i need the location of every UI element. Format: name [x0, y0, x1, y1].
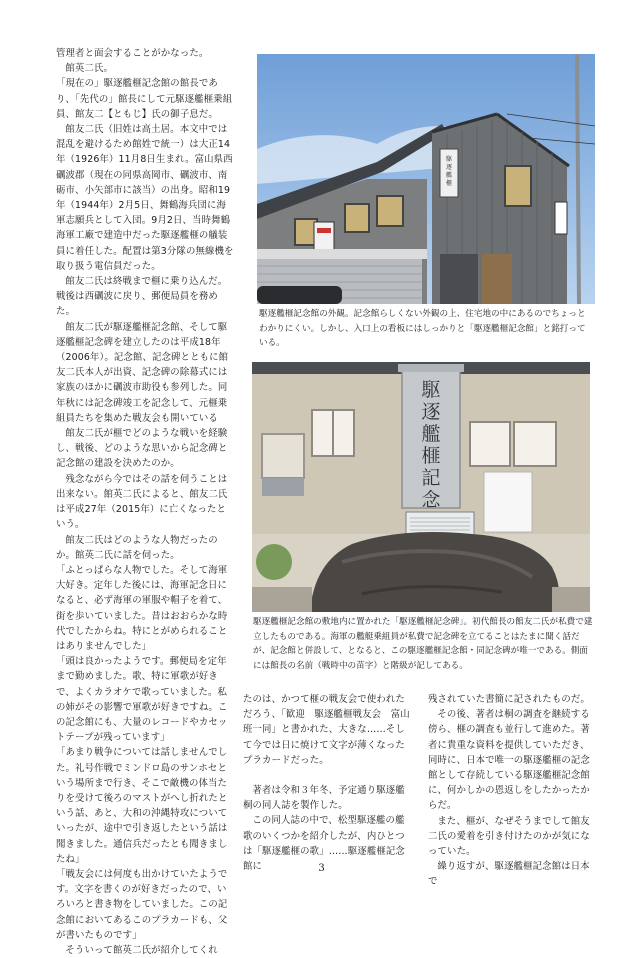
svg-text:榧: 榧: [421, 445, 441, 467]
quote-paragraph: 「頭は良かったようです。郵便局を定年まで勤めました。歌、特に軍歌が好きで、よくカラオケで歌っていました。私の姉がその影響で軍歌が好きですね。この記念館にも、大量のレコードやカセットテープが残っています」: [56, 656, 228, 744]
paragraph: 館英二氏。: [65, 63, 114, 75]
monument-photo: [252, 362, 590, 612]
svg-text:記: 記: [421, 467, 441, 489]
paragraph: 館友二氏はどのような人物だったのか。館英二氏に話を伺った。: [56, 534, 218, 561]
paragraph: そういって館英二氏が紹介してくれ: [65, 944, 218, 956]
memorial-hall-photo: [257, 54, 595, 304]
paragraph: 著者は令和３年冬、予定通り駆逐艦桐の同人誌を製作した。: [243, 785, 405, 812]
paragraph: 残されていた書簡に記されたものだ。: [428, 694, 590, 705]
svg-text:逐: 逐: [421, 401, 441, 423]
svg-text:艦: 艦: [421, 423, 441, 445]
quote-paragraph: 「あまり戦争については話しませんでした。礼号作戦でミンドロ島のサンホセという場所まで行き、そこで敵機の体当たりを受けて後ろのマストがへし折れたという話、あと、大和の沖縄特攻についていったが、途中で引き返したという話は聞きました。通信兵だったとも聞きましたね」: [56, 747, 228, 865]
paragraph: 繰り返すが、駆逐艦榧記念館は日本で: [428, 861, 590, 888]
photo1-caption: 駆逐艦榧記念館の外観。記念館らしくない外観の上、住宅地の中にあるのでちょっとわかりにくい。しかし、入口上の看板にはしっかりと「駆逐艦榧記念館」と銘打っている。: [259, 309, 586, 349]
left-text-column: [56, 46, 234, 958]
svg-text:艦: 艦: [445, 172, 453, 179]
svg-text:榧: 榧: [445, 180, 453, 187]
page-number: 3: [318, 863, 325, 874]
bottom-text-column-2: [428, 692, 593, 890]
paragraph: 館友二氏が榧でどのような戦いを経験し、戦後、どのような思いから記念碑と記念館の建設を決めたのか。: [56, 428, 228, 470]
bottom-text-column-1: [243, 692, 413, 874]
paragraph: その後、著者は桐の調査を継続する傍ら、榧の調査も並行して進めた。著者に貴重な資料を提供していただき、同時に、日本で唯一の駆逐艦榧の記念館として存続している駆逐艦榧記念館に、何かしかの恩返しをしたかったからだ。: [428, 709, 590, 812]
quote-paragraph: 「ふとっぱらな人物でした。そして海軍大好き。定年した後には、海軍記念日になると、必ず海軍の軍服や帽子を着て、街を歩いていました。昔はおおらかな時代でしたからね。特にとがめられることはありませんでした」: [56, 564, 228, 652]
paragraph: 「現在の」駆逐艦榧記念館の館長であり、「先代の」館長にして元駆逐艦榧乗組員、館友二【ともじ】氏の御子息だ。: [56, 78, 233, 120]
paragraph: 館友二氏（旧姓は高土居。本文中では混乱を避けるため館姓で統一）は大正14年（1926年）11月8日生まれ。富山県西礪波郡（現在の同県高岡市、礪波市、南砺市、小矢部市に該当）の出身。昭和19年（1944年）2月5日、舞鶴海兵団に海軍志願兵として入団。9月2日、当時舞鶴海軍工廠で建造中だった駆逐艦榧の艤装員に着任した。配置は第3分隊の無線機を取り扱う電信員だった。: [56, 124, 234, 272]
paragraph: たのは、かつて榧の戦友会で使われただろう、「歓迎 駆逐艦榧戦友会 富山班一同」と書かれた、大きな……そして今では日に焼けて文字が薄くなったプラカードだった。: [243, 694, 410, 766]
quote-paragraph: 「戦友会には何度も出かけていたようです。文字を書くのが好きだったので、いろいろと書き物をしていました。この記念館においてあるこのプラカードも、父が書いたものです」: [56, 868, 228, 941]
paragraph: 管理者と面会することがかなった。: [56, 48, 209, 59]
photo2-caption: 駆逐艦榧記念館の敷地内に置かれた「駆逐艦榧記念碑」。初代館長の館友二氏が私費で建立したものである。海軍の艦艇乗組員が私費で記念碑を立てることはたまに聞く話だが、記念館と併設して、となると、この駆逐艦榧記念館・同記念碑が唯一である。側面には館長の名前（戦時中の苗字）と階級が記してある。: [253, 617, 593, 671]
svg-text:駆: 駆: [445, 156, 453, 163]
paragraph: 残念ながら今ではその話を伺うことは出来ない。館英二氏によると、館友二氏は平成27年（2015年）に亡くなったという。: [56, 473, 228, 531]
svg-text:逐: 逐: [445, 164, 453, 171]
monument-inscription: 駆: [421, 379, 441, 401]
paragraph: 館友二氏は終戦まで榧に乗り込んだ。戦後は西礪波に戻り、郵便局員を務めた。: [56, 276, 228, 318]
svg-text:念: 念: [421, 489, 441, 511]
paragraph: また、榧が、なぜそうまでして館友二氏の愛着を引き付けたのかが気になっていた。: [428, 815, 590, 858]
paragraph: 館友二氏が駆逐艦榧記念館、そして駆逐艦榧記念碑を建立したのは平成18年（2006年）。記念館、記念碑とともに館友二氏本人が出資、記念碑の除幕式には家族のほかに礪波市助役も参列した。同年秋には記念碑竣工を記念して、元榧乗組員たちを集めた戦友会も開いている: [56, 321, 229, 424]
paragraph: この同人誌の中で、松型駆逐艦の艦歌のいくつかを紹介したが、内ひとつは「駆逐艦榧の歌」……駆逐艦榧記念館に: [243, 815, 405, 873]
